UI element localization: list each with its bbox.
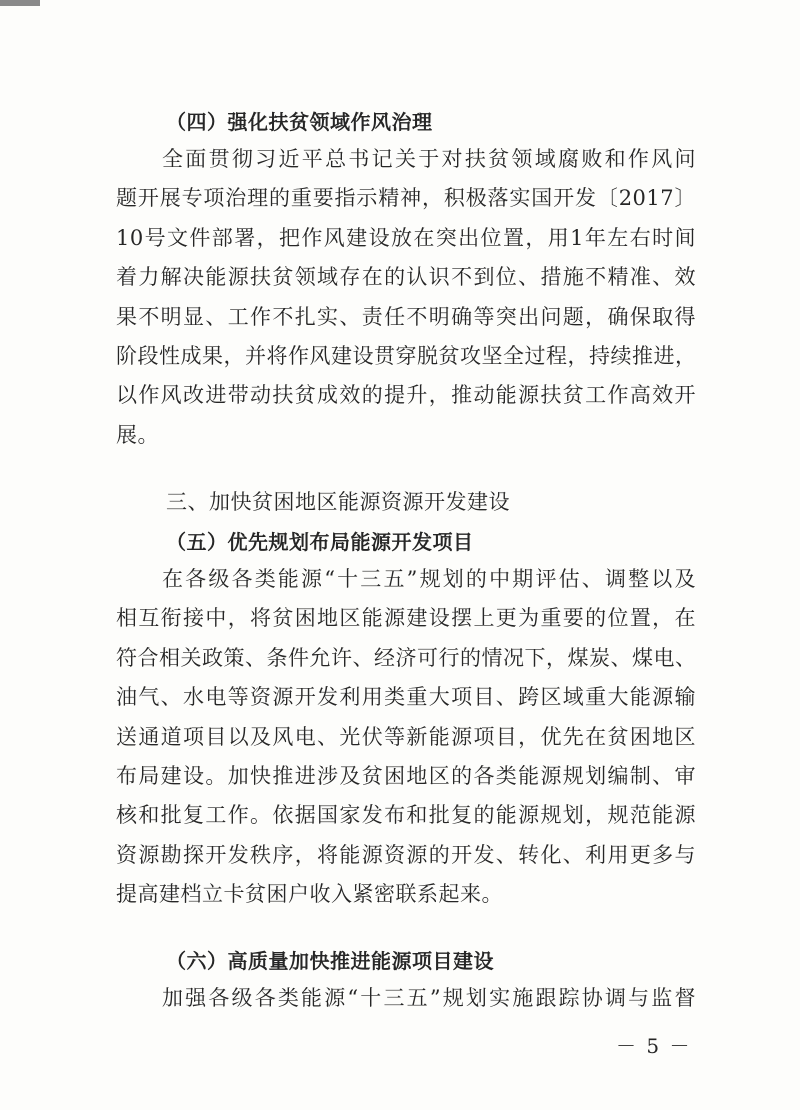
section-title-3: 三、加快贫困地区能源资源开发建设	[166, 490, 510, 514]
paragraph-3	[116, 979, 696, 1018]
paragraph-line: 全面贯彻习近平总书记关于对扶贫领域腐败和作风问	[162, 147, 696, 171]
paragraph-line: 果不明显、工作不扎实、责任不明确等突出问题，确保取得	[116, 304, 696, 329]
heading-section-5: （五）优先规划布局能源开发项目	[166, 530, 474, 554]
paragraph-1	[116, 140, 696, 455]
paragraph-line: 提高建档立卡贫困户收入紧密联系起来。	[116, 882, 503, 907]
paragraph-line: 核和批复工作。依据国家发布和批复的能源规划，规范能源	[116, 803, 696, 828]
paragraph-2	[116, 560, 696, 915]
paragraph-line: 布局建设。加快推进涉及贫困地区的各类能源规划编制、审	[116, 764, 696, 789]
paragraph-line: 加强各级各类能源“十三五”规划实施跟踪协调与监督	[162, 986, 696, 1010]
page-number: － 5 －	[616, 1034, 692, 1058]
paragraph-line: 相互衔接中，将贫困地区能源建设摆上更为重要的位置，在	[116, 606, 696, 631]
scan-edge	[0, 0, 40, 6]
paragraph-line: 在各级各类能源“十三五”规划的中期评估、调整以及	[162, 567, 696, 591]
paragraph-line: 资源勘探开发秩序，将能源资源的开发、转化、利用更多与	[116, 842, 696, 867]
paragraph-line: 10号文件部署，把作风建设放在突出位置，用1年左右时间	[116, 225, 696, 250]
paragraph-line: 题开展专项治理的重要指示精神，积极落实国开发〔2017〕	[116, 186, 696, 211]
paragraph-line: 油气、水电等资源开发利用类重大项目、跨区域重大能源输	[116, 685, 696, 710]
paragraph-line: 以作风改进带动扶贫成效的提升，推动能源扶贫工作高效开	[116, 383, 696, 408]
heading-section-6: （六）高质量加快推进能源项目建设	[166, 949, 494, 973]
paragraph-line: 着力解决能源扶贫领域存在的认识不到位、措施不精准、效	[116, 265, 696, 290]
paragraph-line: 送通道项目以及风电、光伏等新能源项目，优先在贫困地区	[116, 724, 696, 749]
heading-section-4: （四）强化扶贫领域作风治理	[166, 110, 433, 134]
paragraph-line: 展。	[116, 422, 159, 447]
paragraph-line: 阶段性成果，并将作风建设贯穿脱贫攻坚全过程，持续推进，	[116, 344, 697, 369]
paragraph-line: 符合相关政策、条件允许、经济可行的情况下，煤炭、煤电、	[116, 645, 697, 670]
